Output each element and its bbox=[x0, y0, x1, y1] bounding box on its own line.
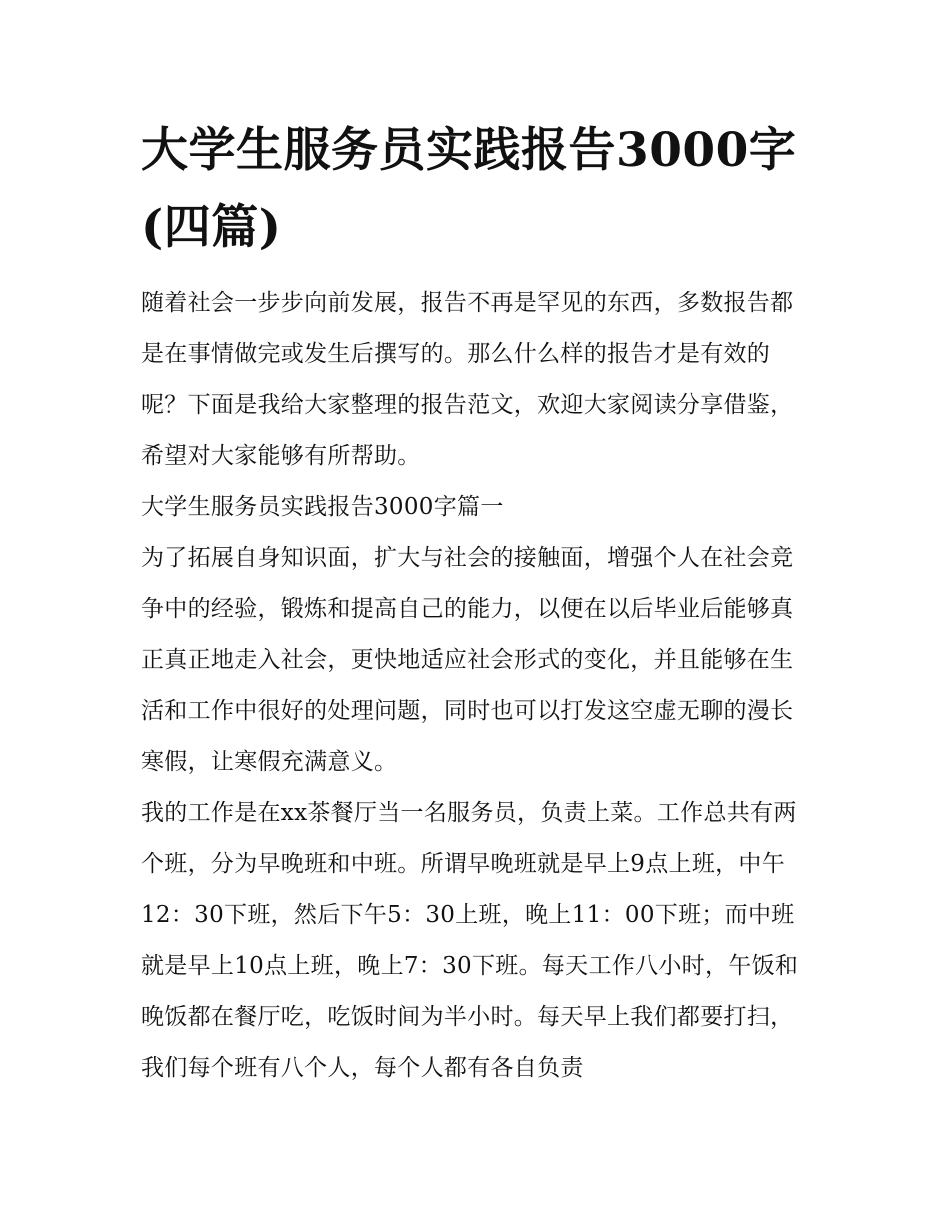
document-title: 大学生服务员实践报告3000字(四篇) bbox=[141, 123, 797, 255]
intro-paragraph: 随着社会一步步向前发展，报告不再是罕见的东西，多数报告都是在事情做完或发生后撰写的。那么什么样的报告才是有效的呢？下面是我给大家整理的报告范文，欢迎大家阅读分享借鉴，希望对大家能够有所帮助。 bbox=[141, 290, 794, 469]
document-body bbox=[141, 278, 813, 1094]
body-paragraph: 为了拓展自身知识面，扩大与社会的接触面，增强个人在社会竞争中的经验，锻炼和提高自己的能力，以便在以后毕业后能够真正真正地走入社会，更快地适应社会形式的变化，并且能够在生活和工作中很好的处理问题，同时也可以打发这空虚无聊的漫长寒假，让寒假充满意义。 bbox=[141, 545, 794, 775]
body-paragraph: 我的工作是在xx茶餐厅当一名服务员，负责上菜。工作总共有两个班，分为早晚班和中班。所谓早晚班就是早上9点上班，中午12：30下班，然后下午5：30上班，晚上11：00下班；而中班就是早上10点上班，晚上7：30下班。每天工作八小时，午饭和晚饭都在餐厅吃，吃饭时间为半小时。每天早上我们都要打扫，我们每个班有八个人，每个人都有各自负责 bbox=[141, 800, 799, 1081]
section-heading: 大学生服务员实践报告3000字篇一 bbox=[141, 494, 504, 520]
